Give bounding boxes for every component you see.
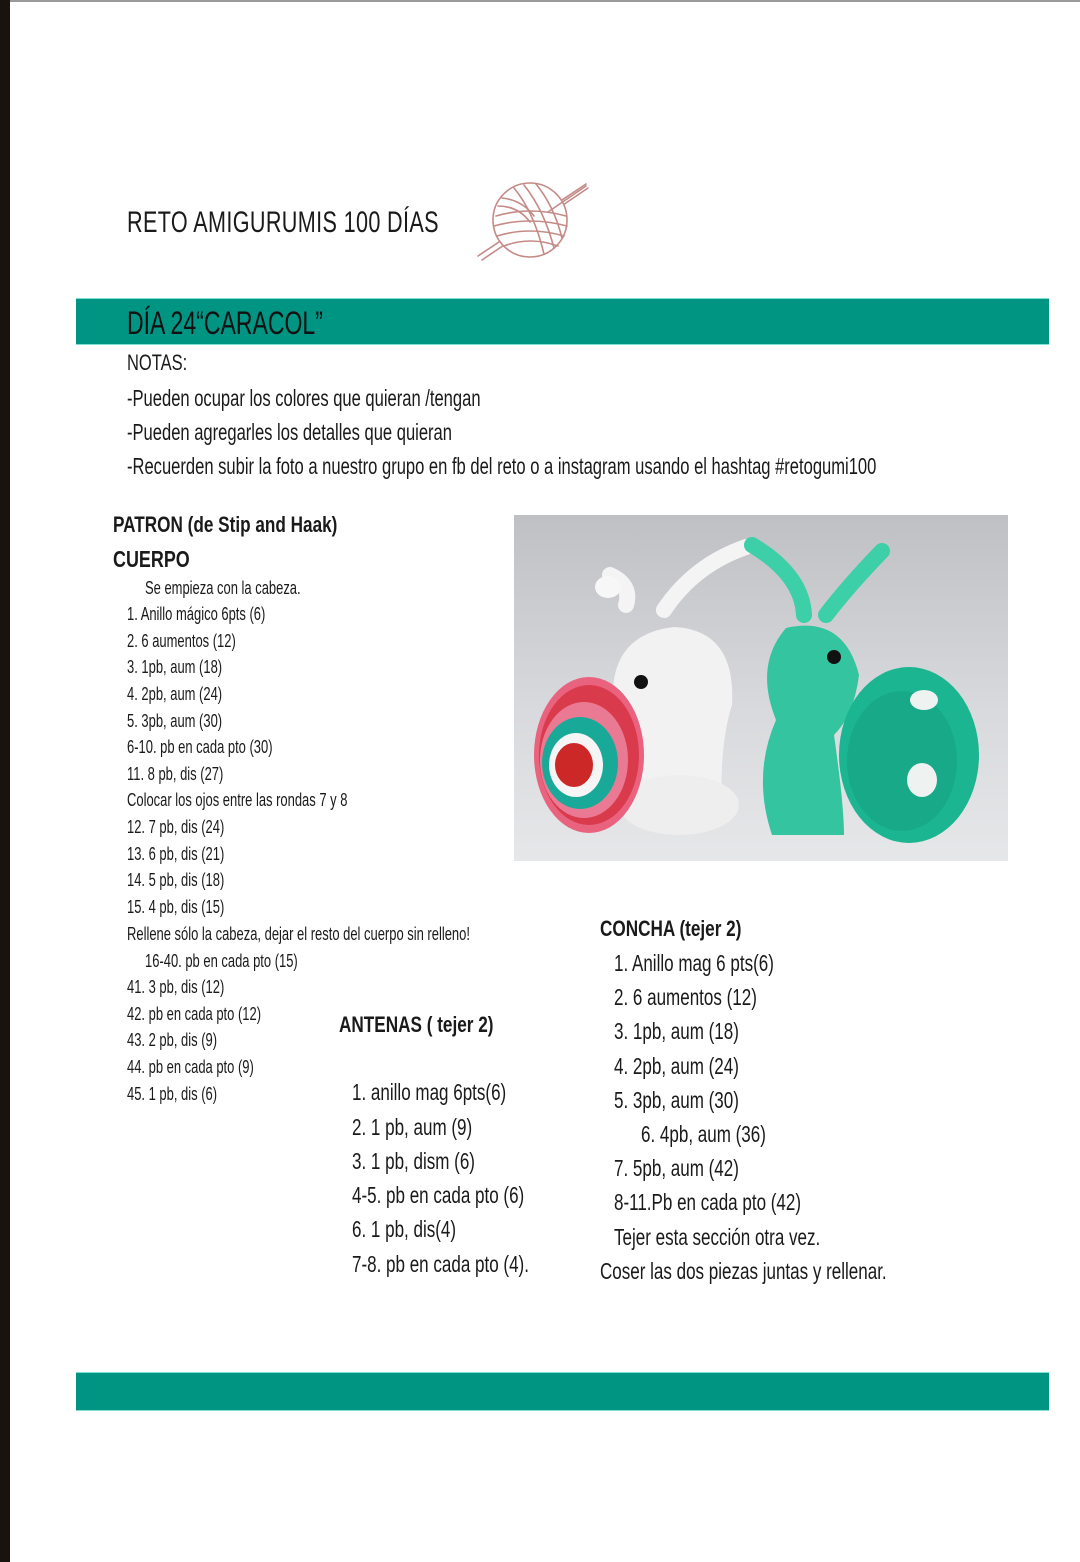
footer-band [76,1373,1049,1410]
instruction-line: 1. Anillo mágico 6pts (6) [127,604,266,624]
instruction-line: Rellene sólo la cabeza, dejar el resto del cuerpo sin relleno! [127,924,470,944]
top-border [10,0,1080,2]
instruction-line: 43. 2 pb, dis (9) [127,1030,218,1050]
note-item: -Recuerden subir la foto a nuestro grupo en fb del reto o a instagram usando el hashtag #retogumi100 [127,453,877,479]
instruction-line: 12. 7 pb, dis (24) [127,817,225,837]
instruction-line: 42. pb en cada pto (12) [127,1004,262,1024]
instruction-line: 1. Anillo mag 6 pts(6) [614,950,774,976]
note-item: -Pueden ocupar los colores que quieran /tengan [127,385,481,411]
instruction-line: 6-10. pb en cada pto (30) [127,737,273,757]
snails-photo [514,515,1008,861]
page-title: RETO AMIGURUMIS 100 DÍAS [127,206,439,239]
instruction-line: 6. 4pb, aum (36) [641,1121,766,1147]
left-dark-edge [0,0,10,1562]
yarn-ball-crochet-hook-icon [474,176,594,266]
instruction-line: Coser las dos piezas juntas y rellenar. [600,1258,887,1284]
antennae-heading: ANTENAS ( tejer 2) [339,1012,494,1037]
instruction-line: 7-8. pb en cada pto (4). [352,1251,529,1277]
instruction-line: 8-11.Pb en cada pto (42) [614,1189,802,1215]
instruction-line: 13. 6 pb, dis (21) [127,844,225,864]
instruction-line: 14. 5 pb, dis (18) [127,870,225,890]
instruction-line: Colocar los ojos entre las rondas 7 y 8 [127,790,348,810]
instruction-line: 44. pb en cada pto (9) [127,1057,254,1077]
instruction-line: Tejer esta sección otra vez. [614,1224,821,1250]
instruction-line: 4. 2pb, aum (24) [614,1053,739,1079]
instruction-line: 3. 1pb, aum (18) [127,657,223,677]
instruction-line: 2. 6 aumentos (12) [614,984,757,1010]
instruction-line: 41. 3 pb, dis (12) [127,977,225,997]
instruction-line: 3. 1pb, aum (18) [614,1018,739,1044]
instruction-line: 5. 3pb, aum (30) [127,711,223,731]
shell-heading: CONCHA (tejer 2) [600,916,742,941]
instruction-line: 4. 2pb, aum (24) [127,684,223,704]
instruction-line: Se empieza con la cabeza. [145,578,301,598]
instruction-line: 7. 5pb, aum (42) [614,1155,739,1181]
instruction-line: 45. 1 pb, dis (6) [127,1084,218,1104]
instruction-line: 2. 1 pb, aum (9) [352,1114,473,1140]
instruction-line: 4-5. pb en cada pto (6) [352,1182,525,1208]
instruction-line: 5. 3pb, aum (30) [614,1087,739,1113]
body-heading: CUERPO [113,546,190,572]
instruction-line: 2. 6 aumentos (12) [127,631,236,651]
amigurumi-snails-illustration [514,515,1008,861]
instruction-line: 11. 8 pb, dis (27) [127,764,224,784]
instruction-line: 15. 4 pb, dis (15) [127,897,225,917]
notes-heading: NOTAS: [127,350,188,375]
instruction-line: 1. anillo mag 6pts(6) [352,1079,507,1105]
pattern-heading: PATRON (de Stip and Haak) [113,512,338,537]
instruction-line: 6. 1 pb, dis(4) [352,1216,457,1242]
instruction-line: 3. 1 pb, dism (6) [352,1148,475,1174]
instruction-line: 16-40. pb en cada pto (15) [145,951,298,971]
day-title: DÍA 24“CARACOL” [127,305,323,341]
note-item: -Pueden agregarles los detalles que quieran [127,419,452,445]
